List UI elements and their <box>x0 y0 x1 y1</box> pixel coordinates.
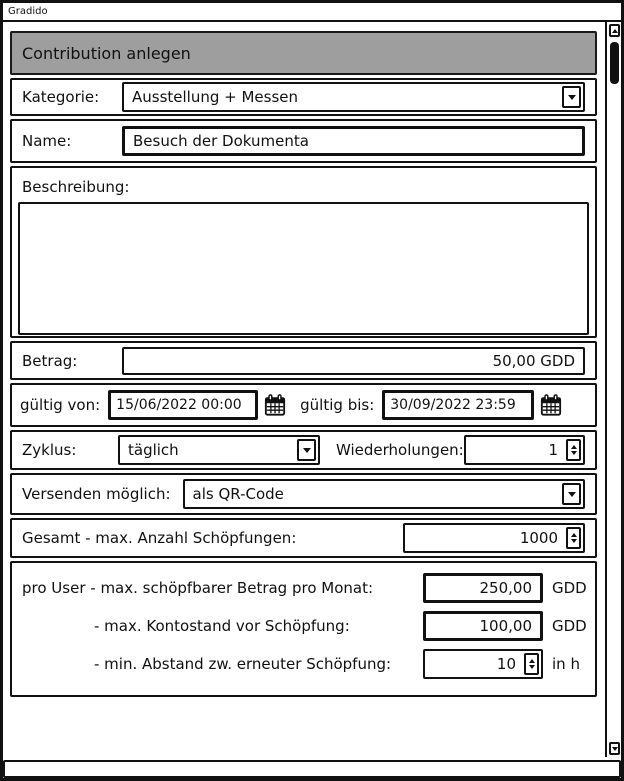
zyklus-row <box>10 430 597 470</box>
wiederholungen-value: 1 <box>548 441 558 459</box>
pro-user-row-betrag <box>22 569 585 607</box>
pro-user-kontostand-input[interactable] <box>423 611 543 641</box>
beschreibung-label: Beschreibung: <box>22 178 130 196</box>
gesamt-spinner-buttons[interactable] <box>566 527 581 549</box>
scroll-up-button[interactable] <box>609 24 620 37</box>
pro-user-abstand-value: 10 <box>496 655 516 673</box>
kategorie-row <box>10 78 597 116</box>
pro-user-betrag-input[interactable] <box>423 573 543 603</box>
calendar-icon <box>264 394 286 417</box>
versenden-row <box>10 473 597 515</box>
pro-user-row-kontostand <box>22 607 585 645</box>
gueltig-von-label: gültig von: <box>20 396 101 414</box>
window-title: Gradido <box>8 6 48 17</box>
gesamt-row <box>10 518 597 558</box>
wiederholungen-spinner-buttons[interactable] <box>566 439 581 461</box>
pro-user-kontostand-label: - max. Kontostand vor Schöpfung: <box>94 617 350 635</box>
beschreibung-textarea[interactable] <box>18 202 589 335</box>
kategorie-dropdown-button[interactable] <box>562 86 581 108</box>
pro-user-abstand-label: - min. Abstand zw. erneuter Schöpfung: <box>94 655 392 673</box>
name-label: Name: <box>22 132 72 150</box>
gueltig-row <box>10 383 597 427</box>
kategorie-dropdown-value: Ausstellung + Messen <box>132 88 299 106</box>
gueltig-von-calendar-button[interactable] <box>263 393 287 417</box>
zyklus-dropdown[interactable] <box>118 435 320 465</box>
name-row <box>10 119 597 163</box>
pro-user-abstand-spinner-buttons[interactable] <box>524 653 539 675</box>
spinner-down-icon <box>571 539 577 543</box>
chevron-down-icon <box>568 492 576 497</box>
zyklus-label: Zyklus: <box>22 441 77 459</box>
pro-user-row-abstand <box>22 645 585 683</box>
scroll-down-icon <box>612 747 618 751</box>
gueltig-von-input[interactable] <box>108 390 258 420</box>
chevron-down-icon <box>568 95 576 100</box>
kategorie-label: Kategorie: <box>22 88 100 106</box>
versenden-label: Versenden möglich: <box>22 485 171 503</box>
gueltig-bis-input[interactable] <box>382 390 534 420</box>
pro-user-betrag-unit: GDD <box>552 579 587 597</box>
pro-user-abstand-spinner[interactable] <box>423 649 543 679</box>
gesamt-value: 1000 <box>519 529 558 547</box>
versenden-dropdown[interactable] <box>183 479 585 509</box>
spinner-down-icon <box>571 451 577 455</box>
pro-user-group <box>10 561 597 697</box>
spinner-down-icon <box>529 665 535 669</box>
spinner-up-icon <box>571 445 577 449</box>
versenden-dropdown-value: als QR-Code <box>192 485 284 503</box>
calendar-icon <box>540 394 562 417</box>
betrag-row <box>10 341 597 380</box>
versenden-dropdown-button[interactable] <box>562 483 581 505</box>
scrollbar-thumb[interactable] <box>610 42 619 84</box>
chevron-down-icon <box>303 448 311 453</box>
wiederholungen-label: Wiederholungen: <box>336 441 464 459</box>
pro-user-betrag-label: pro User - max. schöpfbarer Betrag pro Monat: <box>22 579 374 597</box>
vertical-scrollbar[interactable] <box>605 22 621 757</box>
betrag-label: Betrag: <box>22 351 78 370</box>
spinner-up-icon <box>529 659 535 663</box>
beschreibung-row <box>10 166 597 338</box>
gesamt-label: Gesamt - max. Anzahl Schöpfungen: <box>22 529 297 547</box>
name-input[interactable] <box>122 126 585 156</box>
pro-user-abstand-unit: in h <box>552 655 580 673</box>
bottom-status-bar <box>3 760 621 778</box>
window-titlebar <box>3 3 621 22</box>
scroll-up-icon <box>612 29 618 33</box>
gesamt-spinner[interactable] <box>403 523 585 553</box>
spinner-up-icon <box>571 533 577 537</box>
zyklus-dropdown-value: täglich <box>128 441 179 459</box>
form-header <box>10 31 597 75</box>
pro-user-kontostand-unit: GDD <box>552 617 587 635</box>
wiederholungen-spinner[interactable] <box>464 435 585 465</box>
gueltig-bis-label: gültig bis: <box>300 396 375 414</box>
form-title: Contribution anlegen <box>22 43 191 63</box>
zyklus-dropdown-button[interactable] <box>297 439 316 461</box>
gueltig-bis-calendar-button[interactable] <box>539 393 563 417</box>
kategorie-dropdown[interactable] <box>122 82 585 112</box>
betrag-input[interactable] <box>122 347 585 375</box>
scroll-down-button[interactable] <box>609 742 620 755</box>
